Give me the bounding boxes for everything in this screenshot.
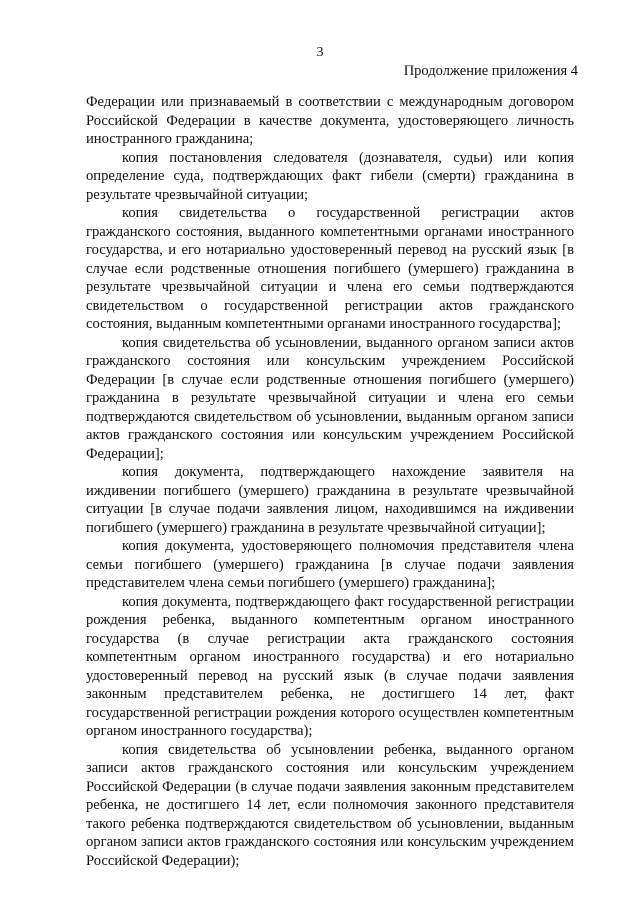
paragraph-1: Федерации или признаваемый в соответствии с международным договором Российской Федерации в качестве документа, удостоверяющего личность иностранного гражданина; — [86, 94, 574, 147]
paragraph-6: копия документа, удостоверяющего полномочия представителя члена семьи погибшего (умершего) гражданина [в случае подачи заявления представителем члена семьи погибшего (умершего) гражданина]; — [86, 538, 574, 591]
paragraph-8: копия свидетельства об усыновлении ребенка, выданного органом записи актов гражданского состояния или консульским учреждением Российской Федерации (в случае подачи заявления законным представителем ребенка, не достигшего 14 лет, если полномочия законного представителя такого ребенка подтверждаются свидетельством об усыновлении, выданным органом записи актов гражданского состояния или консульским учреждением Российской Федерации); — [86, 741, 574, 869]
document-body — [86, 93, 574, 870]
continuation-note: Продолжение приложения 4 — [403, 63, 578, 79]
paragraph-4: копия свидетельства об усыновлении, выданного органом записи актов гражданского состояния или консульским учреждением Российской Федерации [в случае если родственные отношения погибшего (умершего) гражданина в результате чрезвычайной ситуации и члена его семьи подтверждаются свидетельством об усыновлении, выданным органом записи актов гражданского состояния или консульским учреждением Российской Федерации]; — [86, 334, 574, 462]
paragraph-3: копия свидетельства о государственной регистрации актов гражданского состояния, выданного компетентными органами иностранного государства, и его нотариально удостоверенный перевод на русский язык [в случае если родственные отношения погибшего (умершего) гражданина в результате чрезвычайной ситуации и члена его семьи подтверждаются свидетельством о государственной регистрации актов гражданского состояния, выданным компетентными органами иностранного государства]; — [86, 205, 574, 332]
paragraph-2: копия постановления следователя (дознавателя, судьи) или копия определение суда, подтверждающих факт гибели (смерти) гражданина в результате чрезвычайной ситуации; — [86, 149, 574, 203]
page-number: 3 — [316, 45, 324, 60]
paragraph-7: копия документа, подтверждающего факт государственной регистрации рождения ребенка, выданного компетентным органом иностранного государства (в случае регистрации акта гражданского состояния компетентным органом иностранного государства) и его нотариально удостоверенный перевод на русский язык (в случае подачи заявления законным представителем ребенка, не достигшего 14 лет, факт государственной регистрации рождения которого осуществлен компетентным органом иностранного государства); — [86, 593, 574, 739]
paragraph-5: копия документа, подтверждающего нахождение заявителя на иждивении погибшего (умершего) гражданина в результате чрезвычайной ситуации [в случае подачи заявления лицом, находившимся на иждивении погибшего (умершего) гражданина в результате чрезвычайной ситуации]; — [86, 464, 574, 536]
